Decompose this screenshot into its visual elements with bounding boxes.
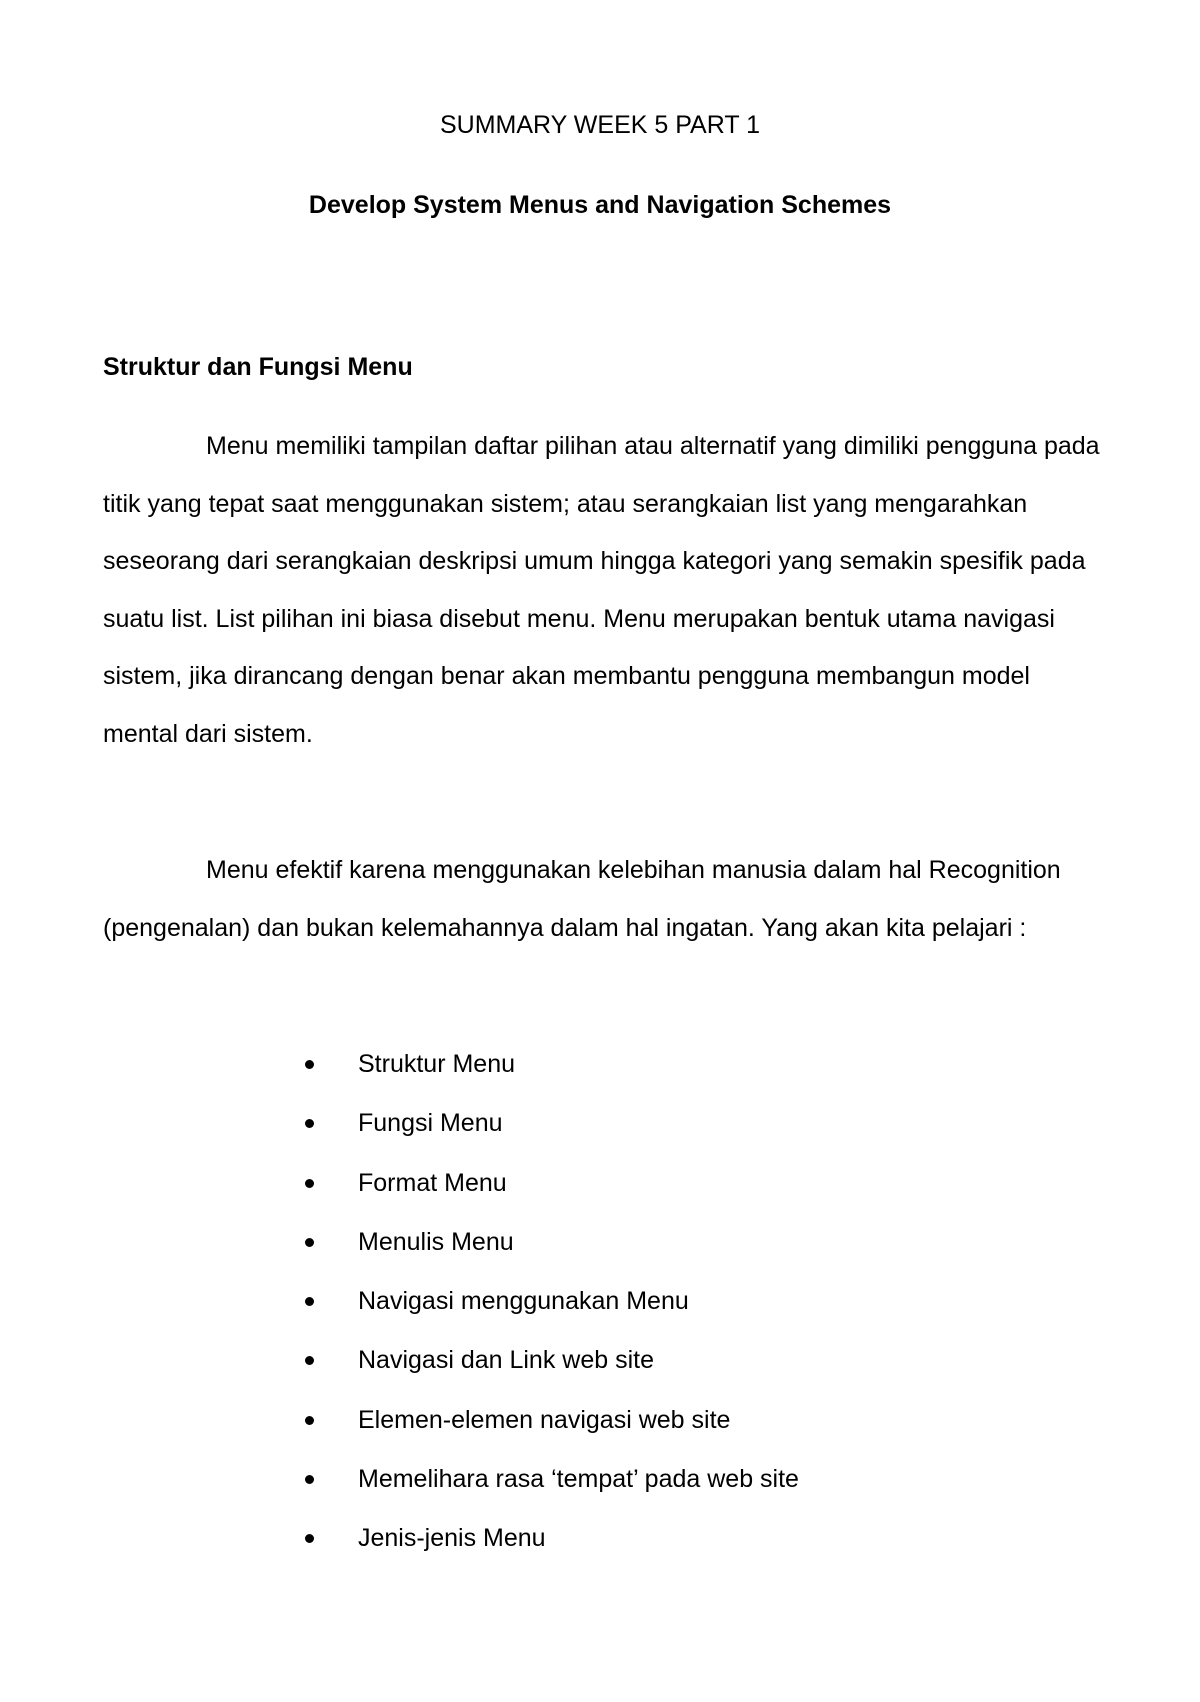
list-item (305, 1403, 799, 1462)
list-item-label: Elemen-elemen navigasi web site (358, 1405, 731, 1434)
section-heading: Struktur dan Fungsi Menu (103, 353, 413, 381)
list-item-label: Struktur Menu (358, 1050, 516, 1078)
list-item-label: Navigasi menggunakan Menu (358, 1287, 689, 1316)
list-item-label: Menulis Menu (358, 1227, 514, 1256)
list-item-label: Memelihara rasa ‘tempat’ pada web site (358, 1465, 799, 1494)
bullet-icon (305, 1060, 314, 1069)
list-item-label: Fungsi Menu (358, 1109, 503, 1138)
list-item (305, 1284, 799, 1343)
bullet-icon (305, 1534, 314, 1543)
list-item (305, 1343, 799, 1402)
list-item-label: Format Menu (358, 1168, 507, 1197)
list-item (305, 1106, 799, 1165)
paragraph-menu-effectiveness: Menu efektif karena menggunakan kelebihan manusia dalam hal Recognition (pengenalan) dan bukan kelemahannya dalam hal ingatan. Yang akan kita pelajari : (103, 856, 1061, 942)
bullet-icon (305, 1356, 314, 1365)
bullet-icon (305, 1179, 314, 1188)
paragraph-menu-definition: Menu memiliki tampilan daftar pilihan atau alternatif yang dimiliki pengguna pada titik yang tepat saat menggunakan sistem; atau serangkaian list yang mengarahkan seseorang dari serangkaian deskripsi umum hingga kategori yang semakin spesifik pada suatu list. List pilihan ini biasa disebut menu. Menu merupakan bentuk utama navigasi sistem, jika dirancang dengan benar akan membantu pengguna membangun model mental dari sistem. (103, 432, 1100, 748)
list-item (305, 1047, 799, 1106)
document-subtitle: Develop System Menus and Navigation Schemes (308, 191, 892, 219)
bullet-icon (305, 1475, 314, 1484)
bullet-icon (305, 1119, 314, 1128)
topics-bullet-list (305, 1047, 799, 1581)
list-item (305, 1462, 799, 1521)
bullet-icon (305, 1238, 314, 1247)
list-item-label: Jenis-jenis Menu (358, 1524, 546, 1553)
document-title: SUMMARY WEEK 5 PART 1 (439, 111, 760, 139)
bullet-icon (305, 1297, 314, 1306)
bullet-icon (305, 1416, 314, 1425)
list-item (305, 1521, 799, 1580)
list-item (305, 1166, 799, 1225)
list-item (305, 1225, 799, 1284)
list-item-label: Navigasi dan Link web site (358, 1346, 654, 1375)
